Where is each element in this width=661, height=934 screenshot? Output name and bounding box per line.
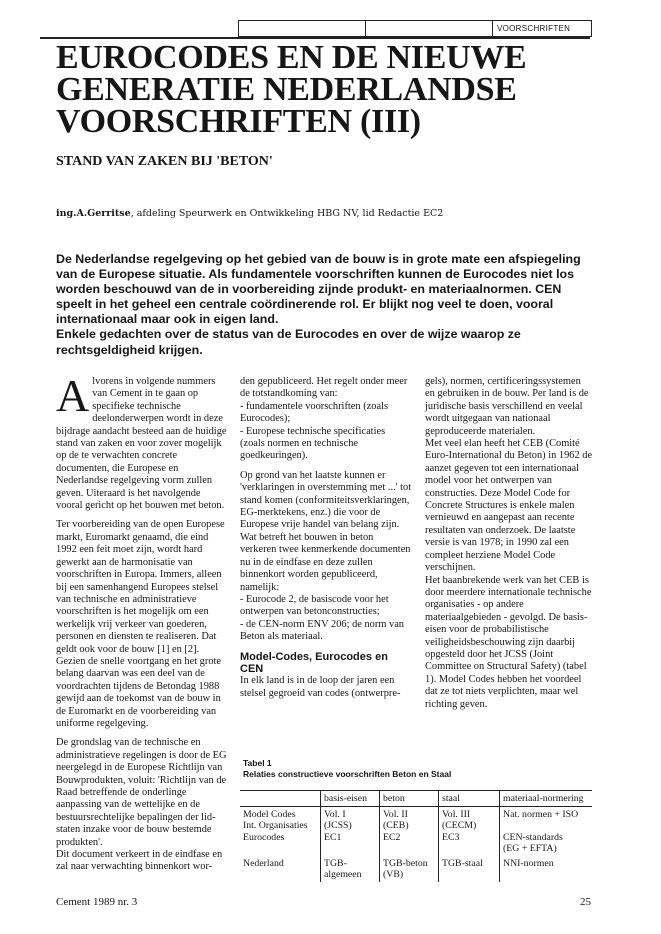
table-header-cell: basis-eisen: [321, 791, 380, 807]
journal-footer: Cement 1989 nr. 3: [56, 896, 138, 908]
body-paragraph: gels), normen, certificeringssystemen en gebruiken in de bouw. Per land is de juridische basis verschillend en veelal wordt uitgegaan van nationaal geproduceerde materialen.: [425, 376, 589, 437]
author-name: ing.A.Gerritse: [56, 208, 131, 219]
table-header-cell: beton: [380, 791, 439, 807]
running-header: [238, 20, 592, 37]
intro-paragraph: [56, 370, 228, 512]
table-header-row: [240, 791, 592, 807]
table-number: Tabel 1: [243, 758, 272, 768]
table-header-cell: [240, 791, 321, 807]
table-cell: Model Codes Int. Organisaties Eurocodes: [243, 809, 308, 843]
table-row: [240, 807, 592, 856]
body-paragraph: Het baanbrekende werk van het CEB is door meerdere internationale technische organisaties - op andere materiaalgebieden - gevolgd. De basis-eisen voor de probabilistische veiligheidsbeschouwing zijn daarbij opgesteld door het JCSS (Joint Committee on Structural Safety) (tabel 1). Model Codes hebben het voordeel dat ze tot niets verplichten, maar wel richting geven.: [425, 574, 592, 710]
header-cell-empty: [239, 21, 366, 36]
page-number: 25: [580, 896, 591, 908]
column-1: [56, 370, 228, 881]
column-3: [425, 376, 593, 718]
table-cell: Vol. II (CEB) EC2: [380, 807, 439, 856]
body-paragraph: Op grond van het laatste kunnen er 'verklaringen in overstemming met ...' tot stand komen (conformiteitsverklaringen, EG-merktekens, enz.) die voor de Europese vrije handel van belang zijn. Wat betreft het bouwen in beton verkeren twee kenmerkende documenten nu in de eindfase en deze zullen binnenkort worden gepubliceerd, namelijk:: [240, 469, 412, 593]
section-label: VOORSCHRIFTEN: [497, 24, 571, 33]
list-item: - fundamentele voorschriften (zoals Eurocodes);: [240, 400, 389, 425]
body-paragraph: Dit document verkeert in de eindfase en zal naar verwachting binnenkort wor-: [56, 849, 223, 873]
section-heading: Model-Codes, Eurocodes en CEN: [240, 650, 388, 675]
article-subtitle: STAND VAN ZAKEN BIJ 'BETON': [56, 154, 273, 169]
lead-text-1: De Nederlandse regelgeving op het gebied van de bouw is in grote mate een afspiegeling van de Europese situatie. Als fundamentele voorschriften kunnen de Eurocodes niet los worden beschouwd van de in voorbereiding zijnde produkt- en materiaalnormen. CEN speelt in het geheel een centrale coördinerende rol. Er blijkt nog veel te doen, vooral internationaal maar ook in eigen land.: [56, 252, 581, 327]
column-2: [240, 376, 412, 707]
table-header-cell: staal: [439, 791, 500, 807]
drop-cap: A: [56, 370, 90, 421]
table-caption: [243, 758, 451, 780]
list-item: - de CEN-norm ENV 206; de norm van Beton als materiaal.: [240, 618, 405, 643]
table-cell: TGB-beton (VB): [380, 856, 439, 882]
table-cell: TGB- algemeen: [321, 856, 380, 882]
body-text: lvorens in volgende nummers van Cement in te gaan op specifieke technische deelonderwerpen wordt in deze bijdrage aandacht besteed aan de huidige stand van zaken en voor zover mogelijk op de te verwachten concrete documenten, die Europese en Nederlandse regelgeving vorm zullen geven. Uiteraard is het navolgende vooral gericht op het bouwen met beton.: [56, 376, 227, 512]
list-item: - Europese technische specificaties (zoals normen en technische goedkeuringen).: [240, 425, 386, 462]
table-cell: Vol. III (CECM) EC3: [439, 807, 500, 856]
table-cell: Vol. I (JCSS) EC1: [321, 807, 380, 856]
body-paragraph: In elk land is in de loop der jaren een stelsel gegroeid van codes (ontwerpre-: [240, 675, 401, 699]
table-row: [240, 856, 592, 882]
body-paragraph: De grondslag van de technische en administratieve regelingen is door de EG neergelegd in de Europese Richtlijn van Bouwprodukten, voluit: 'Richtlijn van de Raad betreffende de onderlinge aanpassing van de wettelijke en de bestuursrechtelijke bepalingen der lid-staten inzake voor de bouw bestemde produkten'.: [56, 737, 227, 848]
article-title: EUROCODES EN DE NIEUWE GENERATIE NEDERLANDSE VOORSCHRIFTEN (III): [56, 39, 527, 140]
body-paragraph: den gepubliceerd. Het regelt onder meer de totstandkoming van:: [240, 376, 408, 400]
list-item: - Eurocode 2, de basiscode voor het ontwerpen van betonconstructies;: [240, 593, 389, 618]
body-paragraph: Ter voorbereiding van de open Europese markt, Euromarkt genaamd, die eind 1992 een feit moet zijn, wordt hard gewerkt aan de harmonisatie van voorschriften in Europa. Immers, alleen bij een samenhangend Europees stelsel van technische en administratieve voorschriften is het mogelijk om een werkelijk vrij verkeer van goederen, personen en diensten te realiseren. Dat geldt ook voor de bouw [1] en [2]. Gezien de snelle voortgang en het grote belang daarvan was een deel van de voordrachten tijdens de Betondag 1988 gewijd aan de toekomst van de bouw in de Euromarkt en de voorbereiding van uniforme regelgeving.: [56, 519, 225, 729]
author-line: [56, 208, 443, 219]
table-title: Relaties constructieve voorschriften Beton en Staal: [243, 769, 452, 779]
lead-paragraph: [56, 252, 592, 358]
table-cell: NNI-normen: [500, 856, 593, 882]
header-cell-empty: [366, 21, 493, 36]
table-header-cell: materiaal-normering: [500, 791, 593, 807]
relations-table: [240, 790, 592, 882]
lead-text-2: Enkele gedachten over de status van de Eurocodes en over de wijze waarop ze rechtsgeldigheid krijgen.: [56, 327, 521, 357]
table-cell: Nederland: [243, 858, 284, 870]
table-cell: TGB-staal: [439, 856, 500, 882]
body-paragraph: Met veel elan heeft het CEB (Comité Euro-International du Beton) in 1962 de aanzet gegeven tot een internationaal model voor het ontwerpen van constructies. Deze Model Code for Concrete Structures is enkele malen vernieuwd en aangepast aan recente resultaten van onderzoek. De laatste versie is van 1978; in 1990 zal een compleet herziene Model Code verschijnen.: [425, 438, 593, 574]
author-affiliation: , afdeling Speurwerk en Ontwikkeling HBG NV, lid Redactie EC2: [130, 208, 444, 219]
table-cell: Nat. normen + ISO CEN-standards (EG + EFTA): [500, 807, 593, 856]
